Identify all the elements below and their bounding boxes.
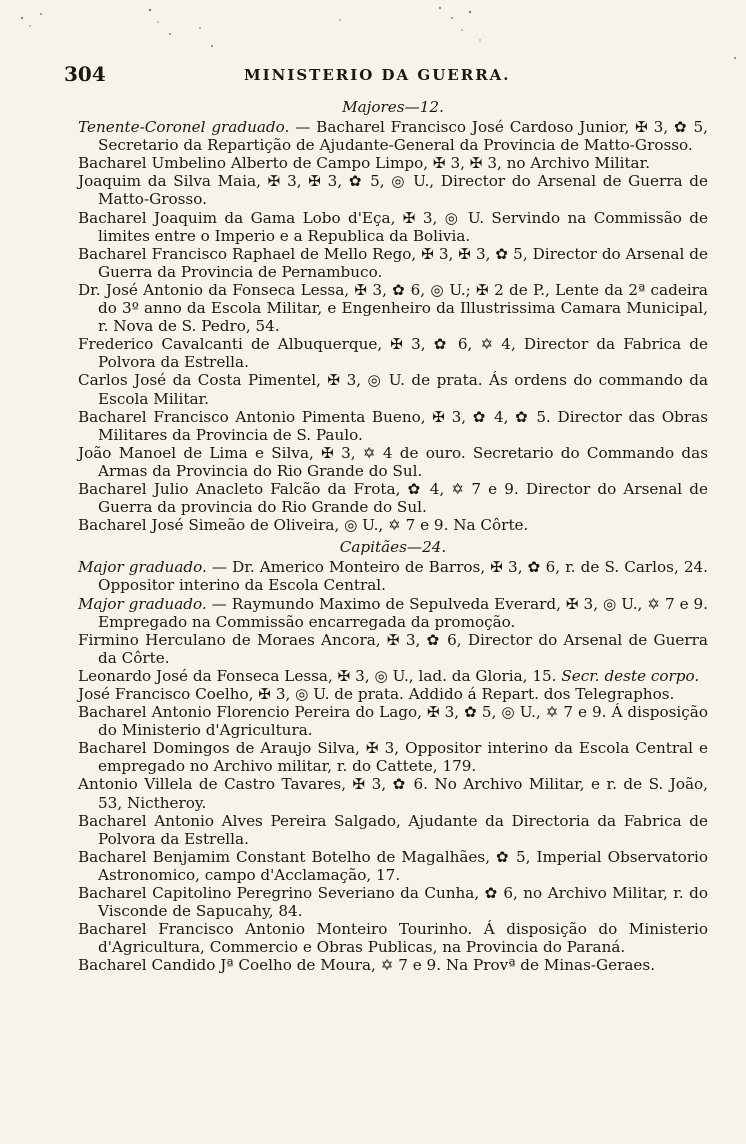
- entry-text: Dr. José Antonio da Fonseca Lessa, ✠ 3, ✿ 6, ◎ U.; ✠ 2 de P., Lente da 2ª cadeira do 3º anno da Escola Militar, e Engenheiro da Illustrissima Camara Municipal, r. Nova de S. Pedro, 54.: [78, 280, 708, 336]
- officer-entry: [78, 408, 708, 444]
- rank-label: Major graduado.: [78, 558, 207, 577]
- entry-text: Bacharel Benjamim Constant Botelho de Magalhães, ✿ 5, Imperial Observatorio Astronomico, campo d'Acclamação, 17.: [78, 847, 708, 884]
- entry-text: Leonardo José da Fonseca Lessa, ✠ 3, ◎ U., lad. da Gloria, 15.: [78, 666, 557, 685]
- officer-entry: [78, 739, 708, 775]
- entry-text: Bacharel Umbelino Alberto de Campo Limpo, ✠ 3, ✠ 3, no Archivo Militar.: [78, 154, 651, 173]
- officer-entry: [78, 335, 708, 371]
- entry-text: Bacharel Francisco Antonio Monteiro Tourinho. Á disposição do Ministerio d'Agricultura, Commercio e Obras Publicas, na Provincia do Paraná.: [78, 920, 708, 957]
- entry-text: Bacharel Francisco Raphael de Mello Rego, ✠ 3, ✠ 3, ✿ 5, Director do Arsenal de Guerra da Provincia de Pernambuco.: [78, 244, 708, 281]
- officer-entry: [78, 595, 708, 631]
- officer-entry: [78, 631, 708, 667]
- officer-entry: [78, 775, 708, 811]
- officer-entry: [78, 516, 708, 534]
- officer-entry: [78, 848, 708, 884]
- officer-entry: [78, 558, 708, 594]
- entry-text: Frederico Cavalcanti de Albuquerque, ✠ 3, ✿ 6, ✡ 4, Director da Fabrica de Polvora da Estrella.: [78, 335, 708, 372]
- section-title: Majores—12.: [342, 98, 444, 116]
- entry-text: — Raymundo Maximo de Sepulveda Everard, ✠ 3, ◎ U., ✡ 7 e 9. Empregado na Commissão encarregada da promoção.: [98, 594, 709, 631]
- entry-text: Bacharel José Simeão de Oliveira, ◎ U., ✡ 7 e 9. Na Côrte.: [78, 516, 529, 535]
- entry-text: João Manoel de Lima e Silva, ✠ 3, ✡ 4 de ouro. Secretario do Commando das Armas da Provincia do Rio Grande do Sul.: [78, 443, 708, 480]
- entry-text: Bacharel Antonio Alves Pereira Salgado, Ajudante da Directoria da Fabrica de Polvora da Estrella.: [78, 811, 708, 848]
- officer-entry: [78, 812, 708, 848]
- officer-entry: [78, 172, 708, 208]
- page-body: [78, 98, 708, 975]
- entry-text: Firmino Herculano de Moraes Ancora, ✠ 3, ✿ 6, Director do Arsenal de Guerra da Côrte.: [78, 630, 708, 667]
- section-title: Capitães—24.: [339, 538, 447, 557]
- entry-text: Bacharel Domingos de Araujo Silva, ✠ 3, Oppositor interino da Escola Central e empregado no Archivo militar, r. do Cattete, 179.: [78, 739, 708, 776]
- officer-entry: [78, 371, 708, 407]
- entry-text: Joaquim da Silva Maia, ✠ 3, ✠ 3, ✿ 5, ◎ U., Director do Arsenal de Guerra de Matto-Grosso.: [78, 172, 708, 209]
- entry-text: — Dr. Americo Monteiro de Barros, ✠ 3, ✿ 6, r. de S. Carlos, 24. Oppositor interino da Escola Central.: [98, 558, 708, 595]
- officer-entry: [78, 444, 708, 480]
- officer-entry: [78, 209, 708, 245]
- officer-entry: [78, 667, 708, 685]
- officer-entry: [78, 245, 708, 281]
- officer-entry: [78, 154, 708, 172]
- page-header: [64, 62, 714, 90]
- officer-entry: [78, 884, 708, 920]
- entry-text: José Francisco Coelho, ✠ 3, ◎ U. de prata. Addido á Repart. dos Telegraphos.: [78, 685, 675, 703]
- entry-text: Bacharel Capitolino Peregrino Severiano da Cunha, ✿ 6, no Archivo Militar, r. do Visconde de Sapucahy, 84.: [78, 884, 708, 921]
- running-title: MINISTERIO DA GUERRA.: [244, 66, 511, 84]
- entry-text: Bacharel Francisco Antonio Pimenta Bueno, ✠ 3, ✿ 4, ✿ 5. Director das Obras Militares da Provincia de S. Paulo.: [78, 407, 708, 444]
- entry-text: — Bacharel Francisco José Cardoso Junior, ✠ 3, ✿ 5, Secretario da Repartição de Ajudante-General da Provincia de Matto-Grosso.: [98, 118, 708, 155]
- entry-text: Bacharel Joaquim da Gama Lobo d'Eça, ✠ 3, ◎ U. Servindo na Commissão de limites entre o Imperio e a Republica da Bolivia.: [78, 208, 708, 245]
- officer-entry: [78, 956, 708, 974]
- entry-text: Bacharel Antonio Florencio Pereira do Lago, ✠ 3, ✿ 5, ◎ U., ✡ 7 e 9. Á disposição do Ministerio d'Agricultura.: [78, 703, 708, 740]
- entry-note: Secr. deste corpo.: [561, 666, 700, 685]
- officer-entry: [78, 480, 708, 516]
- officer-entry: [78, 685, 708, 703]
- page-number: 304: [64, 62, 106, 86]
- entry-text: Carlos José da Costa Pimentel, ✠ 3, ◎ U. de prata. Ás ordens do commando da Escola Militar.: [78, 371, 708, 408]
- officer-entry: [78, 118, 708, 154]
- entry-text: Antonio Villela de Castro Tavares, ✠ 3, ✿ 6. No Archivo Militar, e r. de S. João, 53, Nictheroy.: [78, 775, 708, 812]
- officer-entry: [78, 920, 708, 956]
- rank-label: Major graduado.: [78, 594, 207, 613]
- officer-entry: [78, 703, 708, 739]
- page-stain-specks: [0, 0, 746, 70]
- officer-entry: [78, 281, 708, 335]
- rank-label: Tenente-Coronel graduado.: [78, 118, 290, 137]
- entry-text: Bacharel Candido Jª Coelho de Moura, ✡ 7 e 9. Na Provª de Minas-Geraes.: [78, 956, 656, 975]
- entry-text: Bacharel Julio Anacleto Falcão da Frota, ✿ 4, ✡ 7 e 9. Director do Arsenal de Guerra da provincia do Rio Grande do Sul.: [78, 479, 708, 517]
